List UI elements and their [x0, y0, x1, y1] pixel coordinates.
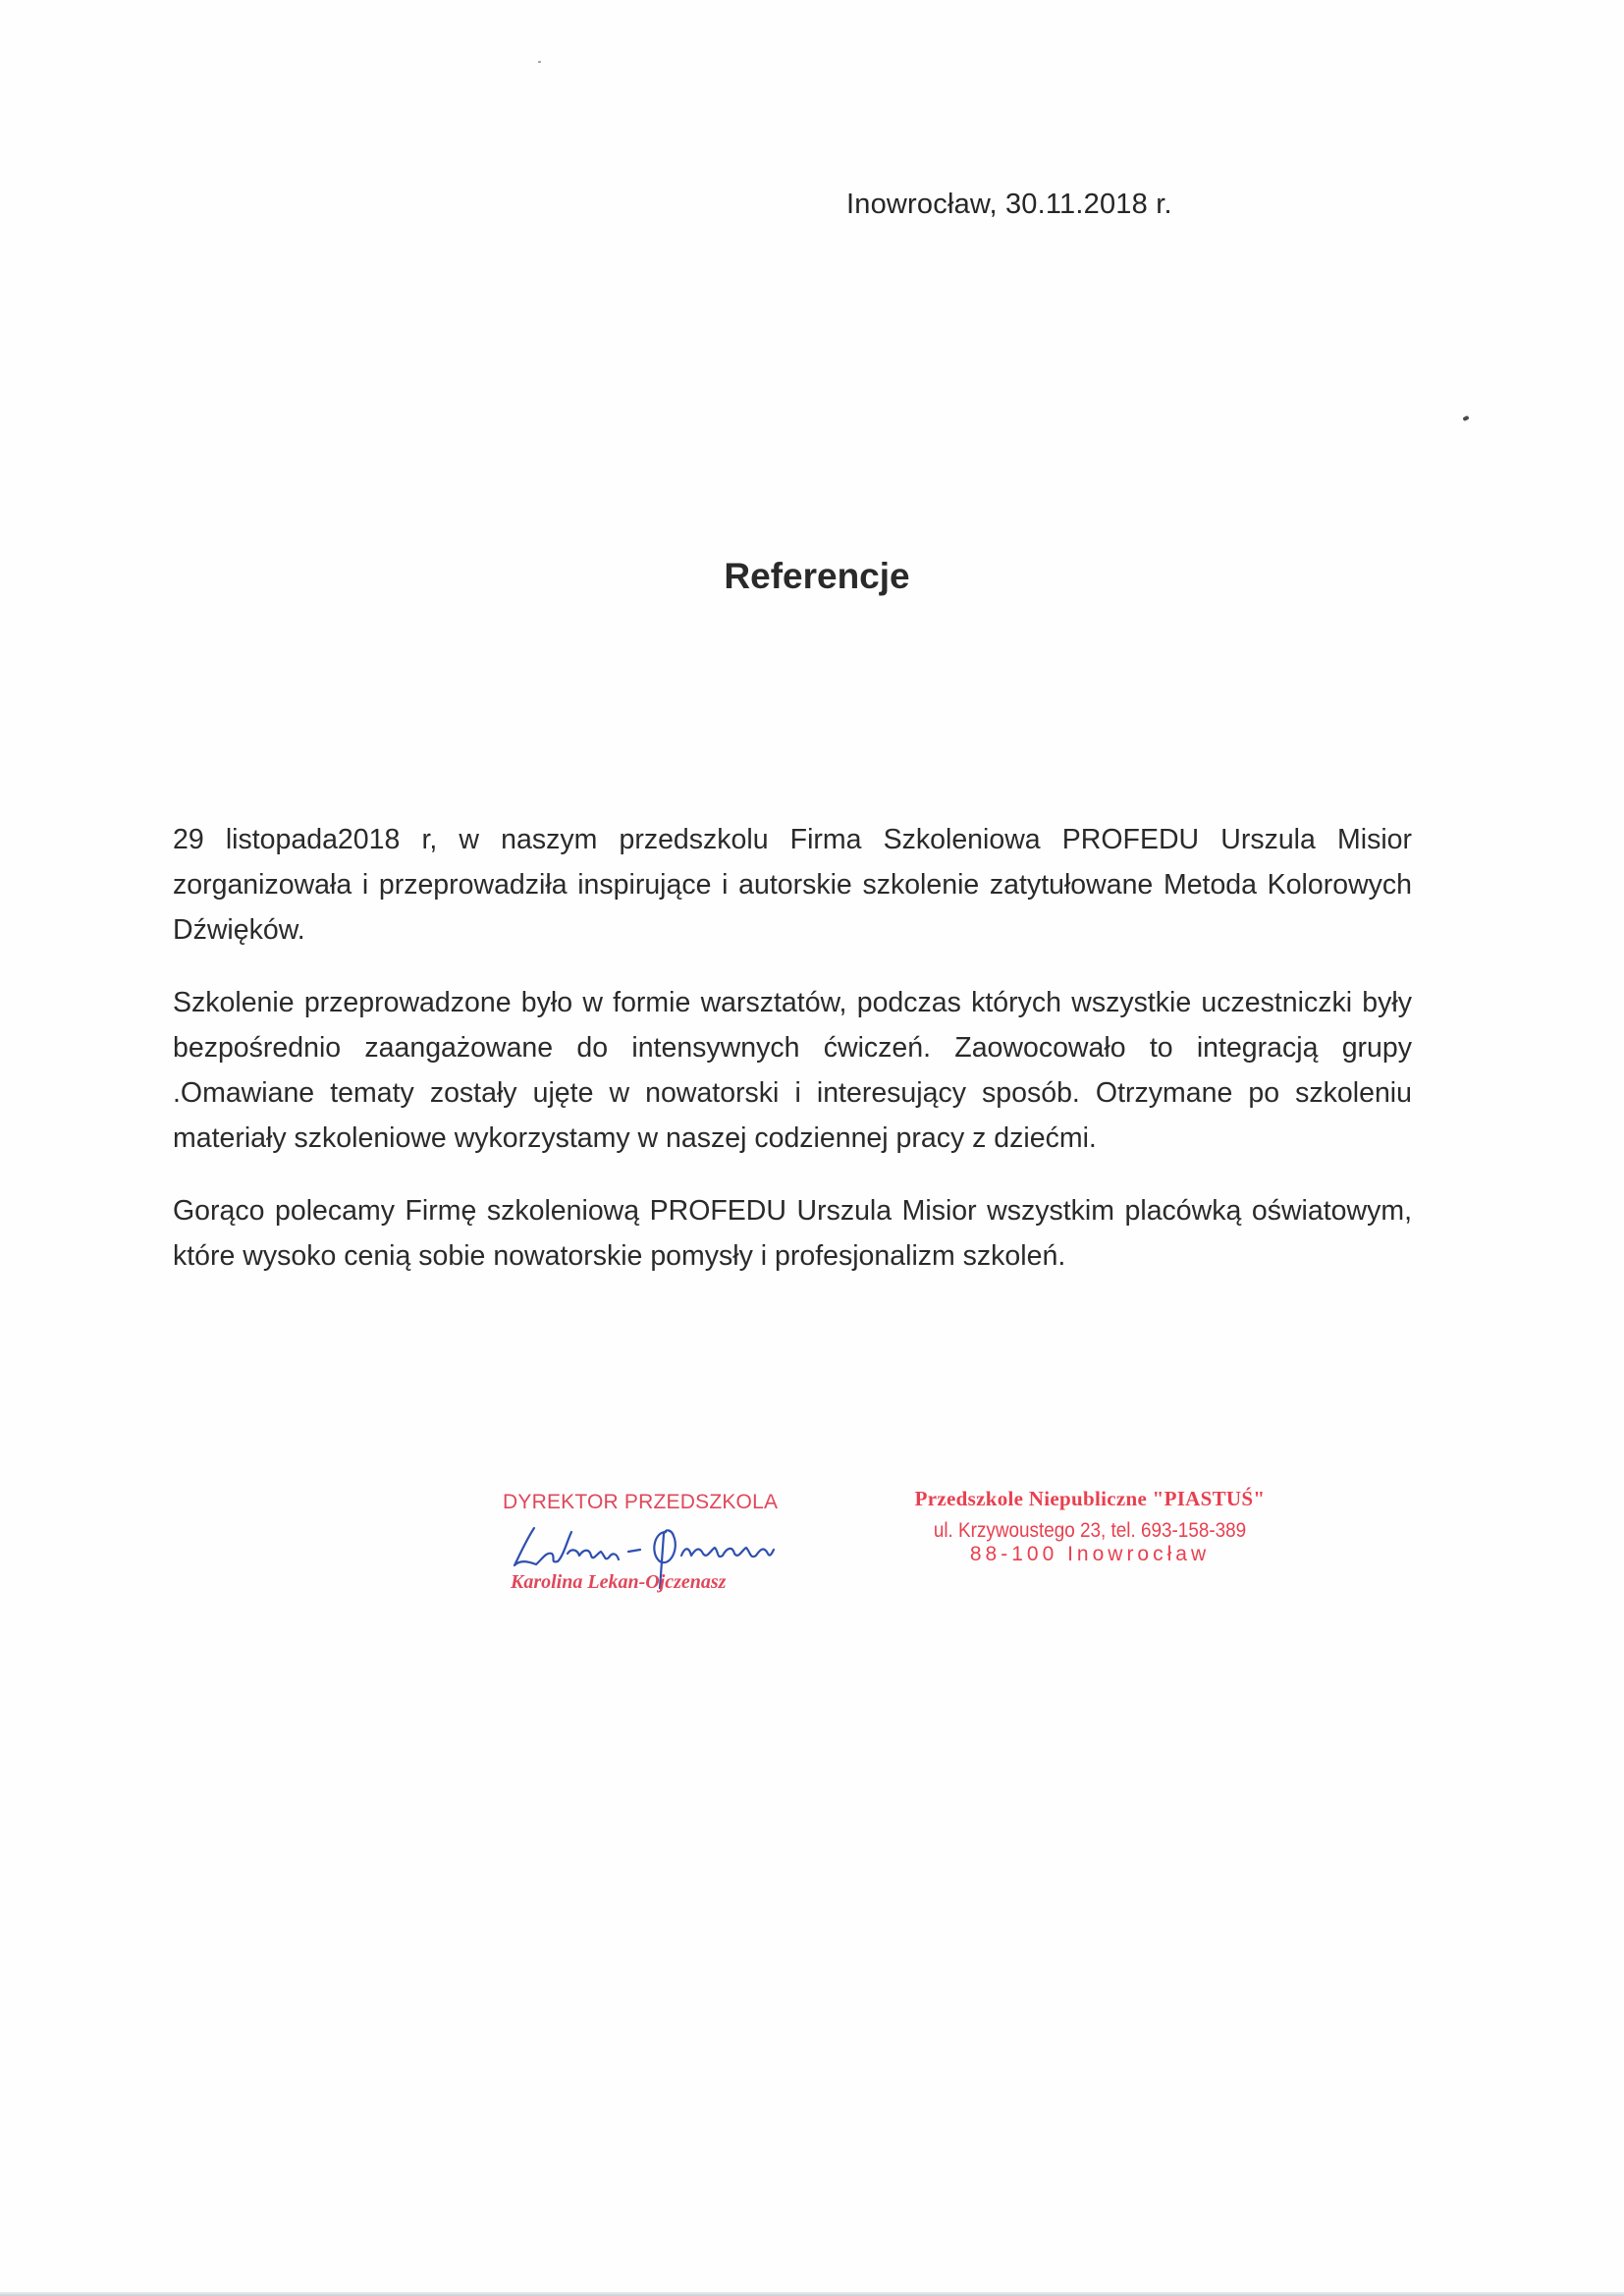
paragraph: Gorąco polecamy Firmę szkoleniową PROFEDU Urszula Misior wszystkim placówką oświatowym, które wysoko cenią sobie nowatorskie pomysły i profesjonalizm szkoleń. — [173, 1195, 1412, 1272]
scan-bottom-edge — [0, 2292, 1624, 2296]
director-signature-block — [503, 1491, 817, 1618]
stamp-city: 88-100 Inowrocław — [969, 1543, 1211, 1565]
document-title: Referencje — [724, 556, 910, 596]
institution-stamp — [903, 1487, 1276, 1566]
paragraph: 29 listopada2018 r, w naszym przedszkolu Firma Szkoleniowa PROFEDU Urszula Misior zorganizowała i przeprowadziła inspirujące i autorskie szkolenie zatytułowane Metoda Kolorowych Dźwięków. — [173, 824, 1412, 946]
director-name-stamp: Karolina Lekan-Ojczenasz — [511, 1571, 727, 1593]
scan-speck — [538, 61, 541, 63]
paragraph: Szkolenie przeprowadzone było w formie warsztatów, podczas których wszystkie uczestniczki były bezpośrednio zaangażowane do intensywnych ćwiczeń. Zaowocowało to integracją grupy .Omawiane tematy zostały ujęte w nowatorski i interesujący sposób. Otrzymane po szkoleniu materiały szkoleniowe wykorzystamy w naszej codziennej pracy z dziećmi. — [173, 987, 1412, 1154]
stamp-institution-name: Przedszkole Niepubliczne "PIASTUŚ" — [914, 1487, 1266, 1510]
scan-speck — [1462, 415, 1469, 421]
director-role-stamp: DYREKTOR PRZEDSZKOLA — [503, 1491, 779, 1513]
stamp-address: ul. Krzywoustego 23, tel. 693-158-389 — [933, 1519, 1247, 1542]
place-and-date: Inowrocław, 30.11.2018 r. — [846, 189, 1172, 220]
letter-body — [173, 817, 1412, 1306]
